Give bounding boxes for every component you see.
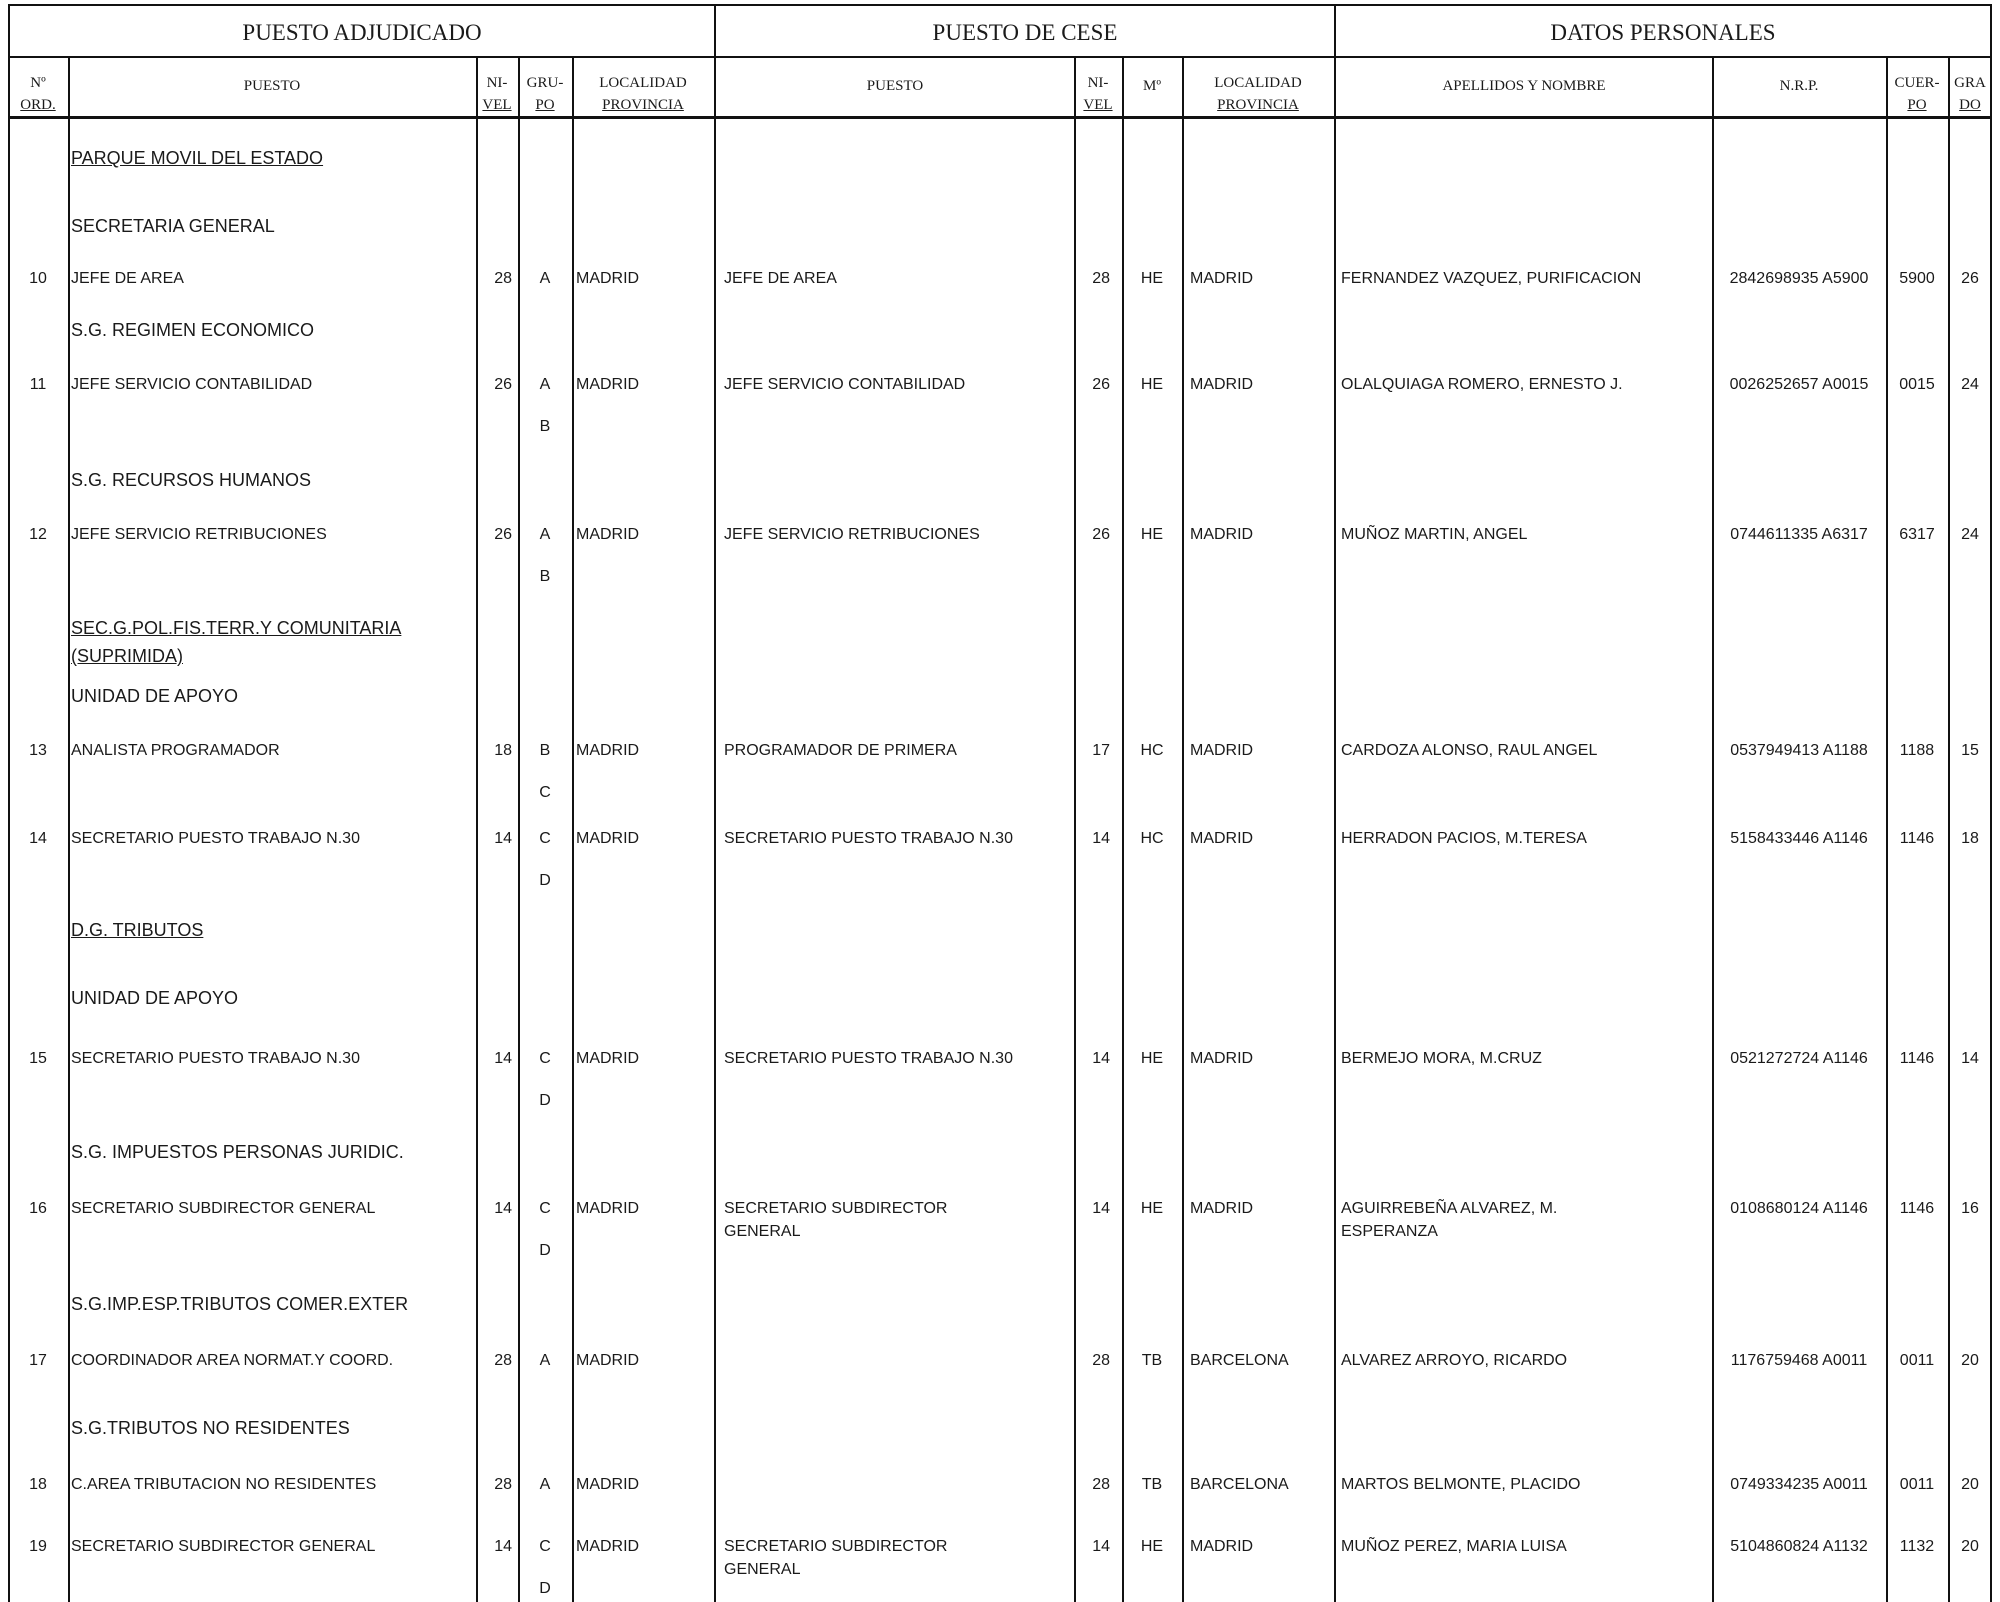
row-nrp: 0744611335 A6317 bbox=[1730, 526, 1868, 543]
row-puesto-cese: JEFE SERVICIO CONTABILIDAD bbox=[724, 376, 966, 393]
header-grupo: GRU- PO bbox=[526, 75, 564, 113]
group-header-bottom-border bbox=[8, 56, 1992, 58]
row-puesto: COORDINADOR AREA NORMAT.Y COORD. bbox=[71, 1352, 394, 1369]
row-localidad-cese: BARCELONA bbox=[1190, 1476, 1289, 1493]
row-nombre: OLALQUIAGA ROMERO, ERNESTO J. bbox=[1341, 376, 1623, 393]
row-nivel: 26 bbox=[494, 376, 512, 393]
row-cuerpo: 1146 bbox=[1899, 1050, 1935, 1067]
row-puesto-cese: SECRETARIO SUBDIRECTOR bbox=[724, 1200, 948, 1217]
divider-cese-personales bbox=[1334, 4, 1336, 1602]
row-localidad: MADRID bbox=[576, 1200, 640, 1217]
header-nivel-cese: NI- VEL bbox=[1083, 75, 1113, 113]
row-ord: 16 bbox=[29, 1200, 47, 1217]
row-grupo: C bbox=[539, 1538, 551, 1555]
row-puesto-cese: GENERAL bbox=[724, 1561, 801, 1578]
row-nrp: 1176759468 A0011 bbox=[1730, 1352, 1868, 1369]
row-nrp: 0521272724 A1146 bbox=[1730, 1050, 1868, 1067]
row-ord: 18 bbox=[29, 1476, 47, 1493]
table-top-border bbox=[8, 4, 1992, 6]
row-nrp: 2842698935 A5900 bbox=[1729, 270, 1869, 287]
row-nombre: CARDOZA ALONSO, RAUL ANGEL bbox=[1341, 742, 1598, 759]
row-grado: 14 bbox=[1961, 1050, 1979, 1067]
row-cuerpo: 1188 bbox=[1899, 742, 1935, 759]
row-nivel-cese: 14 bbox=[1092, 830, 1110, 847]
row-grupo: C bbox=[539, 1200, 551, 1217]
row-nivel: 14 bbox=[494, 1050, 512, 1067]
row-grupo: D bbox=[539, 1580, 551, 1597]
section-title: PARQUE MOVIL DEL ESTADO bbox=[71, 148, 324, 168]
row-grupo: B bbox=[539, 418, 551, 435]
row-ministerio: HE bbox=[1140, 1050, 1164, 1067]
row-nombre: HERRADON PACIOS, M.TERESA bbox=[1341, 830, 1587, 847]
row-ministerio: TB bbox=[1141, 1476, 1163, 1493]
row-nombre: FERNANDEZ VAZQUEZ, PURIFICACION bbox=[1341, 270, 1642, 287]
section-title: S.G.IMP.ESP.TRIBUTOS COMER.EXTER bbox=[71, 1294, 409, 1314]
row-nrp: 5158433446 A1146 bbox=[1730, 830, 1868, 847]
row-nombre: ALVAREZ ARROYO, RICARDO bbox=[1341, 1352, 1568, 1369]
row-nivel-cese: 14 bbox=[1092, 1538, 1110, 1555]
row-grado: 15 bbox=[1961, 742, 1979, 759]
row-grupo: A bbox=[539, 270, 551, 287]
row-nivel: 14 bbox=[494, 1538, 512, 1555]
row-ministerio: HE bbox=[1140, 270, 1164, 287]
row-nivel-cese: 28 bbox=[1092, 270, 1110, 287]
row-nivel: 26 bbox=[494, 526, 512, 543]
row-nivel: 14 bbox=[494, 830, 512, 847]
row-ord: 10 bbox=[29, 270, 47, 287]
row-localidad-cese: MADRID bbox=[1190, 1538, 1254, 1555]
row-nombre: MARTOS BELMONTE, PLACIDO bbox=[1341, 1476, 1581, 1493]
row-ministerio: HE bbox=[1140, 526, 1164, 543]
row-localidad: MADRID bbox=[576, 1352, 640, 1369]
row-cuerpo: 0015 bbox=[1899, 376, 1935, 393]
row-localidad-cese: MADRID bbox=[1190, 1200, 1254, 1217]
row-localidad: MADRID bbox=[576, 1476, 640, 1493]
row-puesto-cese: SECRETARIO PUESTO TRABAJO N.30 bbox=[724, 830, 1013, 847]
row-grupo: B bbox=[539, 742, 551, 759]
column-header-bottom-border bbox=[8, 116, 1992, 119]
row-localidad-cese: MADRID bbox=[1190, 526, 1254, 543]
group-header-puesto-cese: PUESTO DE CESE bbox=[932, 20, 1118, 45]
row-nrp: 0749334235 A0011 bbox=[1730, 1476, 1868, 1493]
row-ord: 11 bbox=[29, 376, 47, 393]
divider-adjudicado-cese bbox=[714, 4, 716, 1602]
section-title: (SUPRIMIDA) bbox=[71, 646, 183, 666]
row-nivel: 28 bbox=[494, 270, 512, 287]
row-nrp: 0026252657 A0015 bbox=[1729, 376, 1869, 393]
row-cuerpo: 0011 bbox=[1899, 1476, 1935, 1493]
row-grupo: A bbox=[539, 376, 551, 393]
header-nivel-adjudicado: NI- VEL bbox=[482, 75, 512, 113]
section-title: S.G. REGIMEN ECONOMICO bbox=[71, 320, 315, 340]
row-puesto: JEFE DE AREA bbox=[71, 270, 184, 287]
row-ministerio: HE bbox=[1140, 376, 1164, 393]
row-ministerio: HE bbox=[1140, 1200, 1164, 1217]
header-apellidos-nombre: APELLIDOS Y NOMBRE bbox=[1442, 78, 1606, 94]
row-grado: 20 bbox=[1961, 1476, 1979, 1493]
section-title: S.G. RECURSOS HUMANOS bbox=[71, 470, 312, 490]
row-cuerpo: 6317 bbox=[1899, 526, 1935, 543]
row-grupo: D bbox=[539, 1092, 551, 1109]
row-nivel-cese: 28 bbox=[1092, 1476, 1110, 1493]
row-grado: 20 bbox=[1961, 1538, 1979, 1555]
header-nrp: N.R.P. bbox=[1779, 78, 1819, 94]
row-puesto-cese: SECRETARIO PUESTO TRABAJO N.30 bbox=[724, 1050, 1013, 1067]
row-grado: 16 bbox=[1961, 1200, 1979, 1217]
section-title: D.G. TRIBUTOS bbox=[71, 920, 204, 940]
header-nord: Nº ORD. bbox=[20, 75, 56, 113]
row-puesto-cese: SECRETARIO SUBDIRECTOR bbox=[724, 1538, 948, 1555]
row-localidad: MADRID bbox=[576, 1050, 640, 1067]
column-divider-1 bbox=[68, 58, 70, 1602]
section-title: SECRETARIA GENERAL bbox=[71, 216, 275, 236]
row-puesto: ANALISTA PROGRAMADOR bbox=[71, 742, 280, 759]
row-localidad-cese: MADRID bbox=[1190, 742, 1254, 759]
row-puesto: JEFE SERVICIO RETRIBUCIONES bbox=[71, 526, 327, 543]
row-ord: 17 bbox=[29, 1352, 47, 1369]
row-nivel: 18 bbox=[494, 742, 512, 759]
row-cuerpo: 1146 bbox=[1899, 830, 1935, 847]
row-nivel-cese: 28 bbox=[1092, 1352, 1110, 1369]
row-nombre: AGUIRREBEÑA ALVAREZ, M. bbox=[1341, 1200, 1558, 1217]
row-localidad: MADRID bbox=[576, 526, 640, 543]
row-ord: 13 bbox=[29, 742, 47, 759]
row-puesto: JEFE SERVICIO CONTABILIDAD bbox=[71, 376, 313, 393]
row-nombre: MUÑOZ MARTIN, ANGEL bbox=[1341, 526, 1528, 543]
row-localidad: MADRID bbox=[576, 742, 640, 759]
row-puesto: SECRETARIO SUBDIRECTOR GENERAL bbox=[71, 1538, 376, 1555]
group-header-puesto-adjudicado: PUESTO ADJUDICADO bbox=[242, 20, 482, 45]
row-puesto: SECRETARIO SUBDIRECTOR GENERAL bbox=[71, 1200, 376, 1217]
row-puesto-cese: JEFE SERVICIO RETRIBUCIONES bbox=[724, 526, 980, 543]
row-nivel-cese: 14 bbox=[1092, 1050, 1110, 1067]
row-ministerio: HC bbox=[1140, 742, 1164, 759]
row-localidad-cese: MADRID bbox=[1190, 270, 1254, 287]
row-cuerpo: 5900 bbox=[1899, 270, 1935, 287]
row-grado: 24 bbox=[1961, 526, 1979, 543]
column-divider-7 bbox=[1182, 58, 1184, 1602]
header-localidad-adjudicado: LOCALIDAD PROVINCIA bbox=[599, 75, 687, 113]
row-nivel: 28 bbox=[494, 1476, 512, 1493]
row-nrp: 0537949413 A1188 bbox=[1730, 742, 1868, 759]
row-grupo: D bbox=[539, 1242, 551, 1259]
row-localidad-cese: MADRID bbox=[1190, 830, 1254, 847]
row-cuerpo: 0011 bbox=[1899, 1352, 1935, 1369]
row-grado: 20 bbox=[1961, 1352, 1979, 1369]
row-localidad: MADRID bbox=[576, 270, 640, 287]
row-ord: 14 bbox=[29, 830, 47, 847]
row-nivel: 14 bbox=[494, 1200, 512, 1217]
row-puesto-cese: GENERAL bbox=[724, 1223, 801, 1240]
row-puesto-cese: JEFE DE AREA bbox=[724, 270, 837, 287]
row-cuerpo: 1146 bbox=[1899, 1200, 1935, 1217]
row-ord: 15 bbox=[29, 1050, 47, 1067]
row-nrp: 5104860824 A1132 bbox=[1730, 1538, 1868, 1555]
row-grado: 18 bbox=[1961, 830, 1979, 847]
header-puesto-adjudicado: PUESTO bbox=[243, 78, 301, 94]
row-grupo: C bbox=[539, 1050, 551, 1067]
row-nivel-cese: 17 bbox=[1092, 742, 1110, 759]
row-grado: 26 bbox=[1961, 270, 1979, 287]
header-localidad-cese: LOCALIDAD PROVINCIA bbox=[1214, 75, 1302, 113]
row-nivel-cese: 14 bbox=[1092, 1200, 1110, 1217]
row-nivel-cese: 26 bbox=[1092, 526, 1110, 543]
row-grupo: C bbox=[539, 784, 551, 801]
row-grupo: D bbox=[539, 872, 551, 889]
row-localidad: MADRID bbox=[576, 376, 640, 393]
section-title: S.G. IMPUESTOS PERSONAS JURIDIC. bbox=[71, 1142, 404, 1162]
row-localidad-cese: MADRID bbox=[1190, 1050, 1254, 1067]
row-puesto-cese: PROGRAMADOR DE PRIMERA bbox=[724, 742, 957, 759]
section-title: UNIDAD DE APOYO bbox=[71, 686, 239, 706]
row-nrp: 0108680124 A1146 bbox=[1730, 1200, 1868, 1217]
column-divider-4 bbox=[572, 58, 574, 1602]
row-grupo: A bbox=[539, 1352, 551, 1369]
row-nivel: 28 bbox=[494, 1352, 512, 1369]
section-title: S.G.TRIBUTOS NO RESIDENTES bbox=[71, 1418, 350, 1438]
row-nombre: ESPERANZA bbox=[1341, 1223, 1438, 1240]
row-nombre: MUÑOZ PEREZ, MARIA LUISA bbox=[1341, 1538, 1567, 1555]
row-localidad: MADRID bbox=[576, 1538, 640, 1555]
row-localidad-cese: BARCELONA bbox=[1190, 1352, 1289, 1369]
right-border-top bbox=[1990, 4, 1992, 59]
section-title: UNIDAD DE APOYO bbox=[71, 988, 239, 1008]
header-puesto-cese: PUESTO bbox=[866, 78, 924, 94]
row-ministerio: HC bbox=[1140, 830, 1164, 847]
section-title: SEC.G.POL.FIS.TERR.Y COMUNITARIA bbox=[71, 618, 402, 638]
row-puesto: C.AREA TRIBUTACION NO RESIDENTES bbox=[71, 1476, 377, 1493]
row-grupo: C bbox=[539, 830, 551, 847]
row-ministerio: TB bbox=[1141, 1352, 1163, 1369]
row-ministerio: HE bbox=[1140, 1538, 1164, 1555]
group-header-datos-personales: DATOS PERSONALES bbox=[1550, 20, 1776, 45]
row-ord: 19 bbox=[29, 1538, 47, 1555]
row-nombre: BERMEJO MORA, M.CRUZ bbox=[1341, 1050, 1542, 1067]
row-puesto: SECRETARIO PUESTO TRABAJO N.30 bbox=[71, 1050, 360, 1067]
row-grupo: A bbox=[539, 526, 551, 543]
header-ministerio: Mº bbox=[1143, 78, 1161, 94]
row-grado: 24 bbox=[1961, 376, 1979, 393]
row-localidad-cese: MADRID bbox=[1190, 376, 1254, 393]
row-puesto: SECRETARIO PUESTO TRABAJO N.30 bbox=[71, 830, 360, 847]
row-localidad: MADRID bbox=[576, 830, 640, 847]
row-grupo: B bbox=[539, 568, 551, 585]
header-grado: GRA DO bbox=[1954, 75, 1986, 113]
row-cuerpo: 1132 bbox=[1899, 1538, 1935, 1555]
row-nivel-cese: 26 bbox=[1092, 376, 1110, 393]
row-ord: 12 bbox=[29, 526, 47, 543]
row-grupo: A bbox=[539, 1476, 551, 1493]
header-cuerpo: CUER- PO bbox=[1894, 75, 1940, 113]
